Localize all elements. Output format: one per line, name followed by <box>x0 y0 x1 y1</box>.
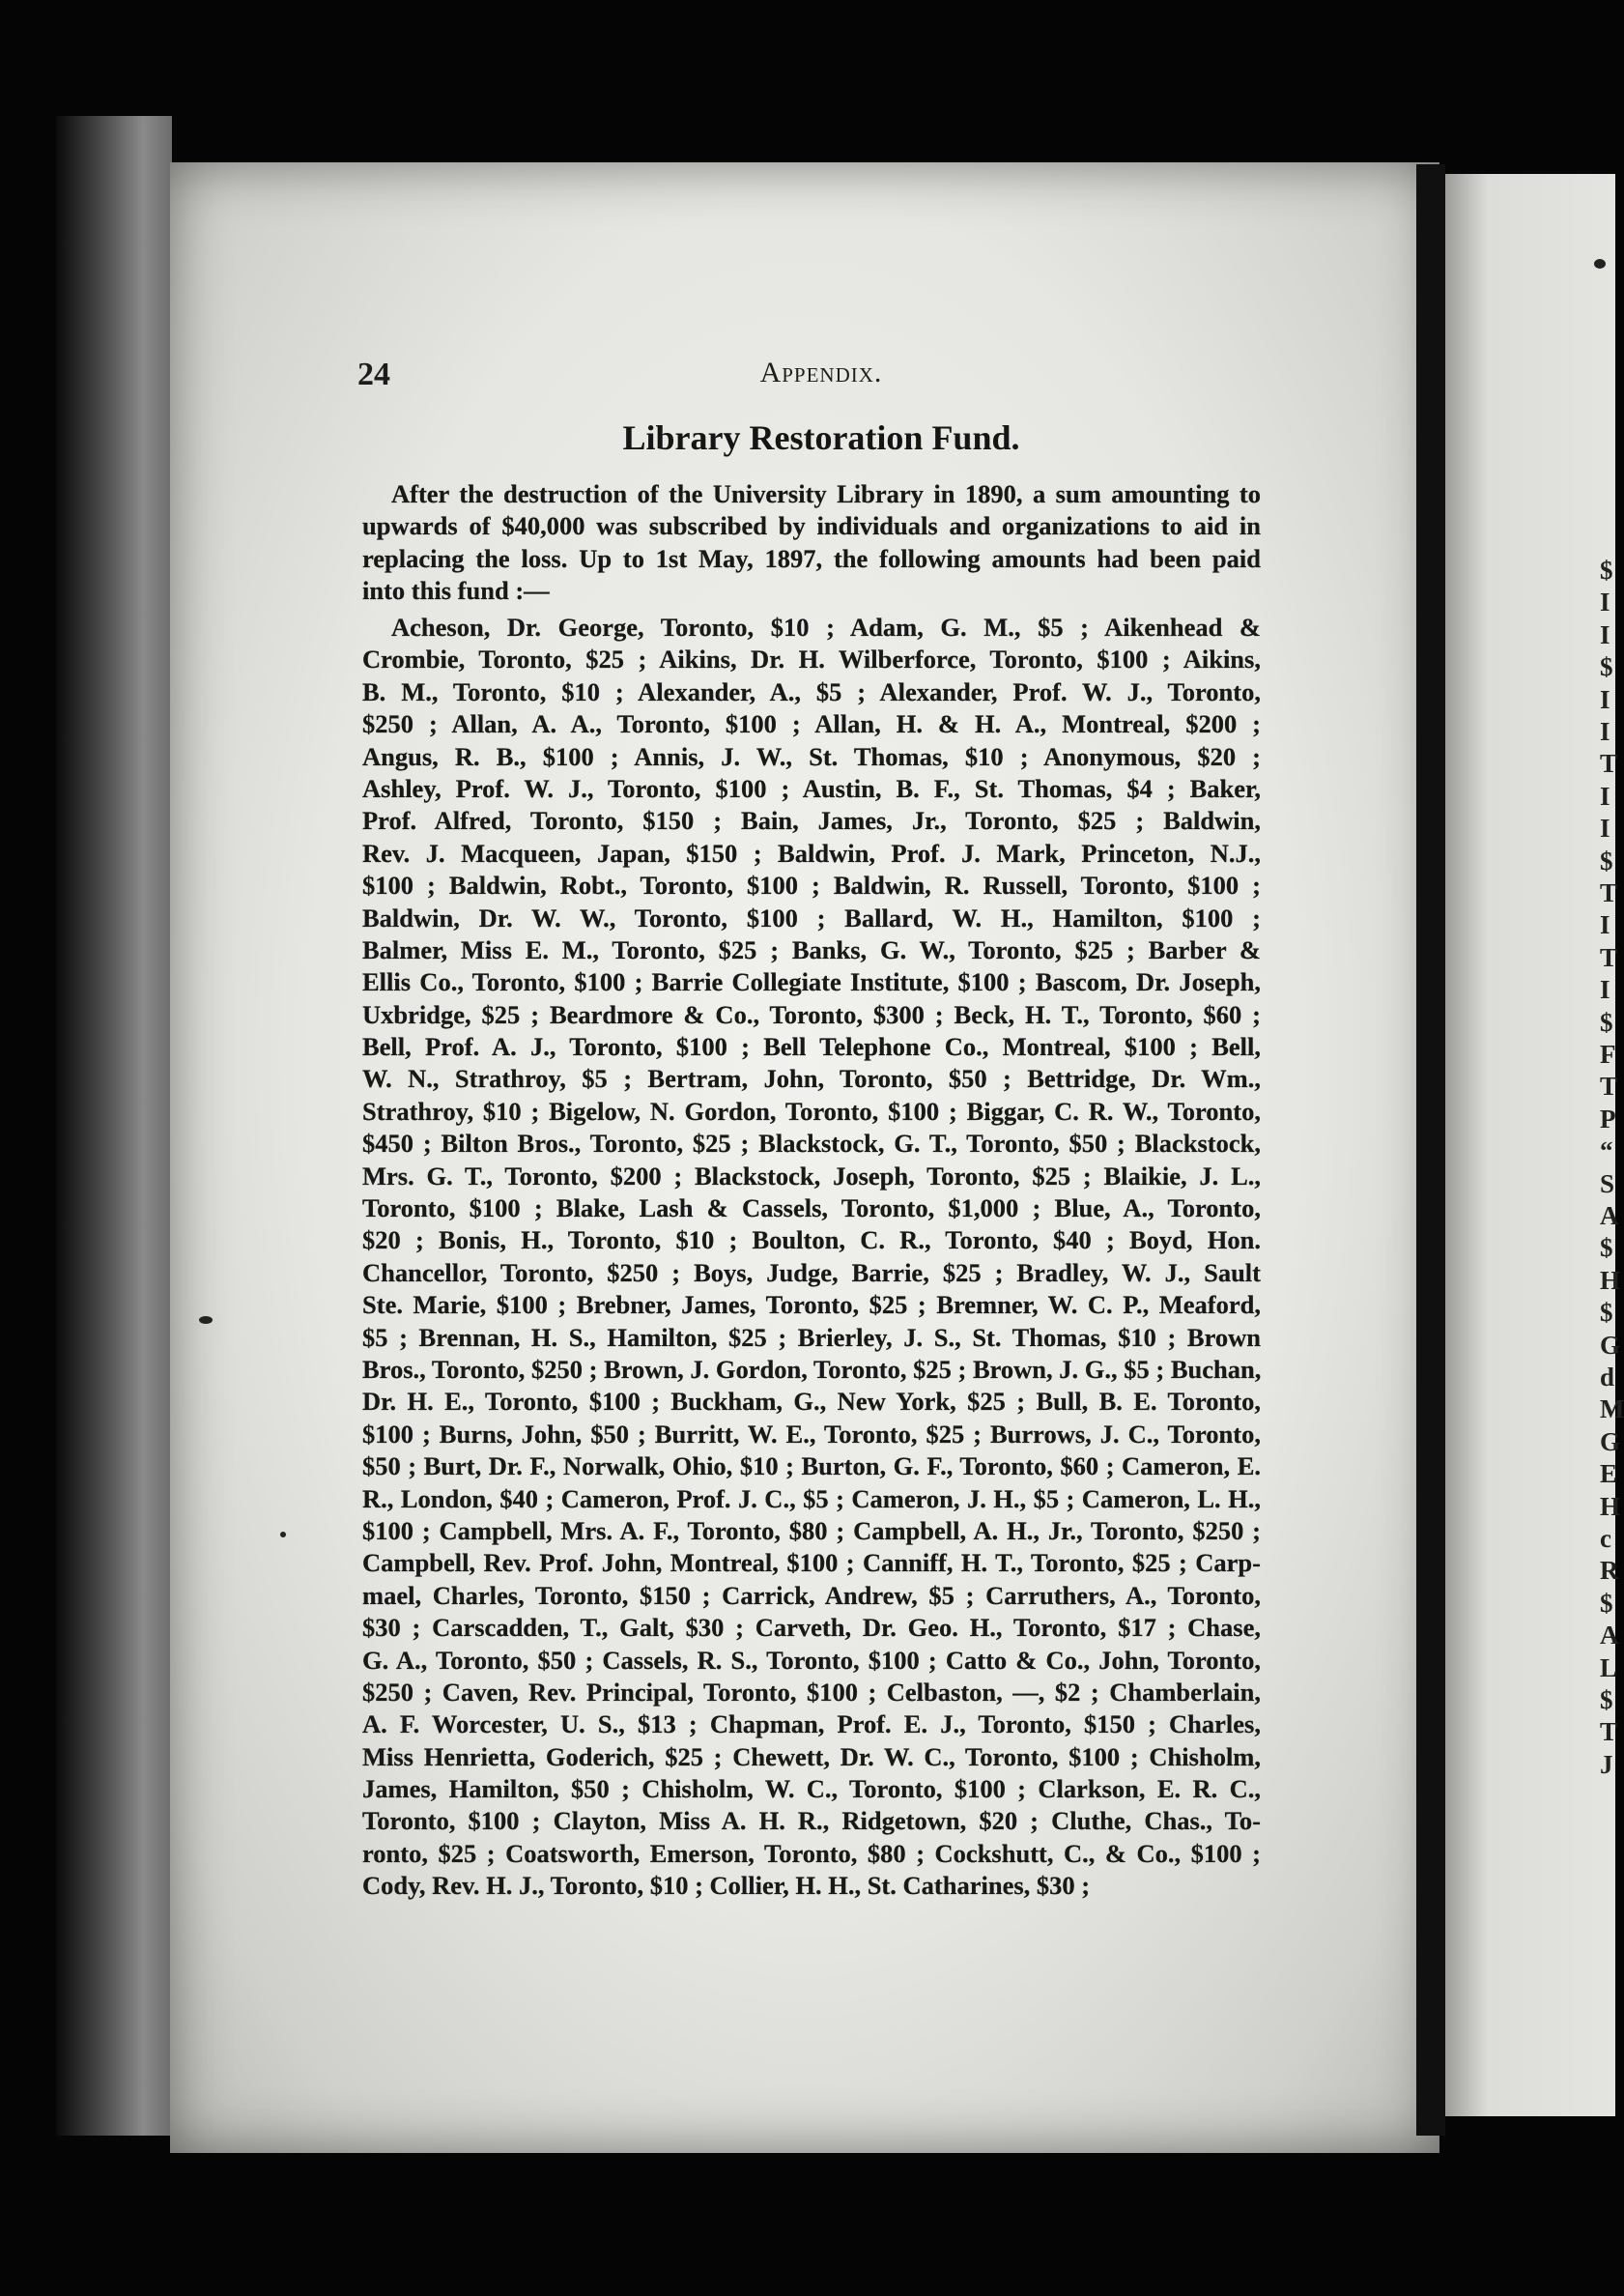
right-page-letter: E <box>1600 1459 1618 1489</box>
right-page-letter: T <box>1600 942 1618 972</box>
subscriber-line: Bell, Prof. A. J., Toronto, $100 ; Bell Telephone Co., Montreal, $100 ; Bell, <box>362 1032 1261 1062</box>
subscriber-line: Uxbridge, $25 ; Beardmore & Co., Toronto, $300 ; Beck, H. T., Toronto, $60 ; <box>362 999 1261 1029</box>
intro-line: upwards of $40,000 was subscribed by individuals and organizations to aid in <box>362 511 1261 541</box>
right-page-letter: H <box>1600 1491 1621 1521</box>
right-page-letter: d <box>1600 1363 1615 1392</box>
right-page-letter: I <box>1600 781 1610 811</box>
subscriber-line: Bros., Toronto, $250 ; Brown, J. Gordon, Toronto, $25 ; Brown, J. G., $5 ; Buchan, <box>362 1354 1262 1384</box>
right-page-fragment <box>1445 174 1624 2116</box>
subscriber-line: B. M., Toronto, $10 ; Alexander, A., $5 ; Alexander, Prof. W. J., Toronto, <box>362 676 1261 706</box>
right-page-letter: $ <box>1600 1007 1613 1037</box>
subscriber-line: Toronto, $100 ; Clayton, Miss A. H. R., Ridgetown, $20 ; Cluthe, Chas., To- <box>362 1806 1261 1836</box>
right-page-letter: c <box>1600 1524 1611 1553</box>
subscriber-line: Chancellor, Toronto, $250 ; Boys, Judge, Barrie, $25 ; Bradley, W. J., Sault <box>362 1257 1261 1287</box>
subscriber-line: Cody, Rev. H. J., Toronto, $10 ; Collier, H. H., St. Catharines, $30 ; <box>362 1871 1091 1901</box>
right-page-letter: A <box>1600 1621 1619 1650</box>
right-page-letter: L <box>1600 1652 1618 1682</box>
subscriber-line: W. N., Strathroy, $5 ; Bertram, John, Toronto, $50 ; Bettridge, Dr. Wm., <box>362 1064 1261 1094</box>
right-page-letter: G <box>1600 1330 1621 1360</box>
subscriber-line: Rev. J. Macqueen, Japan, $150 ; Baldwin, Prof. J. Mark, Princeton, N.J., <box>362 838 1261 868</box>
subscriber-line: $50 ; Burt, Dr. F., Norwalk, Ohio, $10 ; Burton, G. F., Toronto, $60 ; Cameron, E. <box>362 1451 1261 1481</box>
subscriber-line: Ellis Co., Toronto, $100 ; Barrie Collegiate Institute, $100 ; Bascom, Dr. Joseph, <box>362 967 1261 997</box>
subscriber-line: Dr. H. E., Toronto, $100 ; Buckham, G., New York, $25 ; Bull, B. E. Toronto, <box>362 1387 1261 1417</box>
subscriber-line: $5 ; Brennan, H. S., Hamilton, $25 ; Brierley, J. S., St. Thomas, $10 ; Brown <box>362 1322 1261 1352</box>
right-page-letter: S <box>1600 1168 1615 1198</box>
subscriber-line: $100 ; Baldwin, Robt., Toronto, $100 ; Baldwin, R. Russell, Toronto, $100 ; <box>362 871 1261 901</box>
right-page-letter: $ <box>1600 1588 1613 1618</box>
subscriber-line: Mrs. G. T., Toronto, $200 ; Blackstock, Joseph, Toronto, $25 ; Blaikie, J. L., <box>362 1161 1261 1191</box>
subscriber-line: ronto, $25 ; Coatsworth, Emerson, Toronto, $80 ; Cockshutt, C., & Co., $100 ; <box>362 1838 1261 1868</box>
right-page-letter: R <box>1600 1556 1619 1586</box>
intro-line: replacing the loss. Up to 1st May, 1897, the following amounts had been paid <box>362 543 1261 573</box>
right-page-letter: J <box>1600 1749 1613 1779</box>
right-page-letter: A <box>1600 1201 1619 1230</box>
intro-paragraph <box>362 478 1261 608</box>
subscriber-list <box>362 612 1261 1903</box>
intro-line: After the destruction of the University Library in 1890, a sum amounting to <box>391 479 1261 508</box>
subscriber-line: James, Hamilton, $50 ; Chisholm, W. C., Toronto, $100 ; Clarkson, E. R. C., <box>362 1774 1261 1804</box>
right-page-letter: $ <box>1600 556 1613 585</box>
subscriber-line: $250 ; Allan, A. A., Toronto, $100 ; Allan, H. & H. A., Montreal, $200 ; <box>362 709 1261 739</box>
right-page-letter: I <box>1600 975 1610 1005</box>
right-page-letter: T <box>1600 1072 1618 1102</box>
subscriber-line: G. A., Toronto, $50 ; Cassels, R. S., Toronto, $100 ; Catto & Co., John, Toronto, <box>362 1645 1261 1675</box>
right-page-letter: T <box>1600 749 1618 779</box>
subscriber-line: $250 ; Caven, Rev. Principal, Toronto, $100 ; Celbaston, —, $2 ; Chamberlain, <box>362 1677 1261 1707</box>
subscriber-line: Miss Henrietta, Goderich, $25 ; Chewett, Dr. W. C., Toronto, $100 ; Chisholm, <box>362 1741 1261 1771</box>
right-page-letter: $ <box>1600 652 1613 682</box>
subscriber-line: $450 ; Bilton Bros., Toronto, $25 ; Blackstock, G. T., Toronto, $50 ; Blackstock, <box>362 1129 1261 1159</box>
ink-speck <box>1594 259 1606 269</box>
right-page-letter: “ <box>1600 1136 1613 1166</box>
subscriber-line: Prof. Alfred, Toronto, $150 ; Bain, James, Jr., Toronto, $25 ; Baldwin, <box>362 806 1261 836</box>
right-page-letter: I <box>1600 910 1610 940</box>
right-page-letter: I <box>1600 717 1610 746</box>
subscriber-line: Ste. Marie, $100 ; Brebner, James, Toronto, $25 ; Bremner, W. C. P., Meaford, <box>362 1290 1261 1320</box>
ink-speck <box>199 1316 213 1324</box>
left-page-edge <box>56 116 172 2136</box>
right-page-letter: I <box>1600 814 1610 844</box>
subscriber-line: Toronto, $100 ; Blake, Lash & Cassels, Toronto, $1,000 ; Blue, A., Toronto, <box>362 1193 1261 1223</box>
right-page-letter: H <box>1600 1265 1621 1295</box>
right-page-letter: I <box>1600 619 1610 649</box>
subscriber-line: A. F. Worcester, U. S., $13 ; Chapman, Prof. E. J., Toronto, $150 ; Charles, <box>362 1709 1261 1739</box>
subscriber-line: R., London, $40 ; Cameron, Prof. J. C., $5 ; Cameron, J. H., $5 ; Cameron, L. H., <box>362 1483 1261 1513</box>
right-page-letter: M <box>1600 1394 1624 1424</box>
right-page-letter: F <box>1600 1040 1616 1069</box>
subscriber-line: Acheson, Dr. George, Toronto, $10 ; Adam, G. M., $5 ; Aikenhead & <box>391 613 1261 642</box>
subscriber-line: Balmer, Miss E. M., Toronto, $25 ; Banks, G. W., Toronto, $25 ; Barber & <box>362 934 1261 964</box>
right-page-letter: T <box>1600 878 1618 907</box>
page-header <box>357 353 1285 401</box>
right-page-letter: G <box>1600 1426 1621 1456</box>
subscriber-line: $100 ; Burns, John, $50 ; Burritt, W. E., Toronto, $25 ; Burrows, J. C., Toronto, <box>362 1419 1261 1449</box>
subscriber-line: $30 ; Carscadden, T., Galt, $30 ; Carveth, Dr. Geo. H., Toronto, $17 ; Chase, <box>362 1613 1261 1643</box>
subscriber-line: Strathroy, $10 ; Bigelow, N. Gordon, Toronto, $100 ; Biggar, C. R. W., Toronto, <box>362 1096 1261 1126</box>
subscriber-line: Campbell, Rev. Prof. John, Montreal, $100 ; Canniff, H. T., Toronto, $25 ; Carp- <box>362 1548 1261 1578</box>
right-page-letter: T <box>1600 1717 1618 1747</box>
subscriber-line: $100 ; Campbell, Mrs. A. F., Toronto, $80 ; Campbell, A. H., Jr., Toronto, $250 ; <box>362 1515 1261 1545</box>
right-page-letter: $ <box>1600 1298 1613 1328</box>
right-page-letter: I <box>1600 588 1610 617</box>
running-head: Appendix. <box>759 357 883 388</box>
right-page-letter: $ <box>1600 1685 1613 1714</box>
book-gutter <box>1416 164 1445 2136</box>
page-number: 24 <box>357 357 390 392</box>
subscriber-line: Baldwin, Dr. W. W., Toronto, $100 ; Ballard, W. H., Hamilton, $100 ; <box>362 903 1261 933</box>
subscriber-line: mael, Charles, Toronto, $150 ; Carrick, Andrew, $5 ; Carruthers, A., Toronto, <box>362 1580 1261 1610</box>
subscriber-line: $20 ; Bonis, H., Toronto, $10 ; Boulton, C. R., Toronto, $40 ; Boyd, Hon. <box>362 1225 1261 1255</box>
right-page-letter: $ <box>1600 846 1613 875</box>
intro-line: into this fund :— <box>362 576 550 606</box>
subscriber-line: Ashley, Prof. W. J., Toronto, $100 ; Austin, B. F., St. Thomas, $4 ; Baker, <box>362 773 1261 803</box>
right-page-letter: $ <box>1600 1233 1613 1263</box>
right-page-letter: I <box>1600 684 1610 714</box>
subscriber-line: Crombie, Toronto, $25 ; Aikins, Dr. H. Wilberforce, Toronto, $100 ; Aikins, <box>362 645 1261 674</box>
subscriber-line: Angus, R. B., $100 ; Annis, J. W., St. Thomas, $10 ; Anonymous, $20 ; <box>362 741 1261 771</box>
section-title: Library Restoration Fund. <box>622 418 1020 457</box>
ink-speck <box>280 1532 286 1537</box>
right-page-letter: P <box>1600 1104 1616 1134</box>
